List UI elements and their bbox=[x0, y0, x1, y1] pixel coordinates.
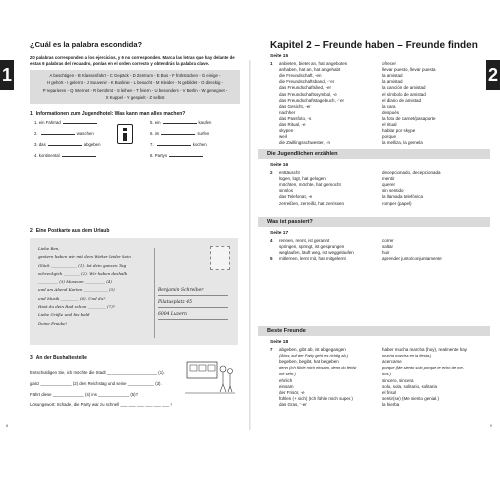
exercise-3-heading bbox=[30, 355, 87, 361]
vocab-german: das Freundschaftstagebuch, -¨er bbox=[279, 97, 345, 103]
answer-blank[interactable] bbox=[41, 131, 75, 135]
item-number: 7. bbox=[150, 142, 154, 147]
word-box bbox=[30, 70, 240, 104]
item-number: 8. bbox=[150, 153, 154, 158]
answer-blank[interactable] bbox=[63, 120, 97, 124]
stamp-box bbox=[210, 246, 230, 270]
word-box-line: H gehört - I gelernt - J Souvenir - K Buslinie - L besucht - M Kleider - N gebildet - O direckig - bbox=[46, 80, 224, 86]
info-icon bbox=[117, 124, 133, 144]
postcard-line: Liebe Ben, bbox=[38, 246, 60, 251]
address-line: 6004 Luzern bbox=[158, 312, 228, 320]
word-box-line: A beschtigen - B Klassenfahrt - C Gepäck - D Zentrum - E Bus - F frühstücken - G einige - bbox=[49, 73, 221, 78]
vocab-number: 7 bbox=[270, 347, 273, 353]
chapter-tab-left: 1 bbox=[0, 60, 14, 90]
postcard-line: Glück _____________ (1). Ist dein ganzen Tag bbox=[38, 262, 127, 268]
postcard-line: und am Abend Karten ____________ (5) bbox=[38, 287, 115, 293]
exercise-item bbox=[150, 120, 211, 131]
exercise-heading-text: Eine Postkarte aus dem Urlaub bbox=[35, 228, 110, 234]
postcard-line: schreckgich ________ (2). Wir haben deshalb bbox=[38, 270, 128, 276]
vocab-german: das Freundschaftslied, -er bbox=[279, 85, 332, 91]
vocab-spanish: la hierba bbox=[382, 401, 400, 407]
vocab-spanish: la foto de carnet/pasaporte bbox=[382, 115, 436, 121]
item-text: kontinental bbox=[38, 153, 60, 158]
vocab-german: abgeben, gibt ab, ist abgegangen bbox=[279, 347, 346, 353]
vocab-spanish: la amistad bbox=[382, 73, 403, 79]
item-text: surfen bbox=[197, 131, 210, 136]
vocab-spanish: el frisol bbox=[382, 389, 397, 395]
vocab-spanish: querer bbox=[382, 182, 396, 188]
vocab-german: die Freundschaftsband, -¨er bbox=[279, 79, 335, 85]
vocab-german: mitlernen, lernt mit, hat mitgelernt bbox=[279, 256, 346, 262]
chapter-tab-right: 2 bbox=[486, 60, 500, 90]
vocab-german: zerreißen, zerreißt, hat zerrissen bbox=[279, 200, 345, 206]
vocab-spanish: hablar por skype bbox=[382, 128, 416, 134]
word-box-line: X Kuppel - Y gespielt - Z selbst bbox=[105, 95, 165, 101]
vocab-spanish: saltar bbox=[382, 244, 394, 250]
exercise-instructions: 20 palabras corresponden a los ejercicios, y 6 no corresponden. Marca las letras que hay delante de estas 6 palabras del recuadro, ponlas en el orden correcto y obtendrás la palabra clave. bbox=[30, 55, 235, 66]
vocab-section-3 bbox=[270, 230, 490, 262]
vocab-german: denn (Ich fühle mich einsam, denn du fehlst bbox=[279, 365, 357, 371]
vocab-spanish: la cara bbox=[382, 103, 396, 109]
postcard-divider bbox=[154, 248, 155, 338]
vocab-section-4 bbox=[270, 339, 490, 408]
address-line: Pilatusplatz 45 bbox=[158, 300, 228, 308]
vocab-spanish: porque (Me siento solo porque te echo de me- bbox=[382, 365, 465, 371]
page-reference: Seite 16 bbox=[270, 163, 289, 168]
postcard-line: Liebe Grüße und bis bald bbox=[38, 312, 90, 318]
exercise-number: 3 bbox=[30, 355, 33, 361]
vocab-spanish: sentir(se) (Me siento genial.) bbox=[382, 395, 440, 401]
exercise-sentence: Fährt diese _____________ (4) ins _____________ (5)? bbox=[30, 392, 138, 397]
exercise-1-heading bbox=[30, 111, 185, 117]
vocab-spanish: el símbolo de amistad bbox=[382, 91, 426, 97]
solution-word-line: Lösungswort: Schade, die Party war zu schnell ___ ___ ___ ___ ___ ___ ! bbox=[30, 402, 172, 407]
exercise-heading-text: An der Bushaltestelle bbox=[35, 355, 87, 361]
bus-stop-illustration bbox=[185, 360, 235, 394]
answer-blank[interactable] bbox=[62, 153, 96, 157]
item-number: 2. bbox=[34, 131, 38, 136]
word-box-line: P reparieren - Q Internet - R berühmt - S leihen - T feiern - U besonders - V Berlin - W genegnet - bbox=[42, 87, 228, 93]
vocab-german: das Gesicht, -er bbox=[279, 103, 311, 109]
vocab-number: 1 bbox=[270, 61, 273, 67]
vocab-german: möchten, möchte, hat gemocht bbox=[279, 182, 341, 188]
item-text: im bbox=[154, 131, 160, 136]
vocab-spanish: aprender junto/conjuntamente bbox=[382, 256, 442, 262]
vocab-spanish: la llamada telefónica bbox=[382, 194, 424, 200]
item-text: das bbox=[38, 142, 46, 147]
page-reference: Seite 17 bbox=[270, 231, 289, 236]
vocab-spanish: la amistad bbox=[382, 79, 403, 85]
vocab-german: die Freundschaft, -en bbox=[279, 73, 322, 79]
vocab-spanish: decepcionado, decepcionada bbox=[382, 170, 441, 176]
exercise-item bbox=[34, 120, 100, 131]
vocab-number bbox=[270, 402, 279, 408]
answer-blank[interactable] bbox=[48, 142, 82, 146]
exercise-item bbox=[34, 142, 100, 153]
vocab-spanish: ofrecer bbox=[382, 61, 397, 67]
answer-blank[interactable] bbox=[157, 142, 191, 146]
exercise-item bbox=[150, 131, 211, 142]
vocab-spanish: el diario de amistad bbox=[382, 97, 422, 103]
vocab-section-2 bbox=[270, 162, 490, 207]
exercise-1-right-column bbox=[150, 120, 211, 164]
vocab-spanish: correr bbox=[382, 238, 394, 244]
vocab-german: die Zwillingsschwester, -n bbox=[279, 140, 331, 146]
vocab-spanish: la melliza, la gemela bbox=[382, 140, 423, 146]
exercise-title: ¿Cuál es la palabra escondida? bbox=[30, 40, 143, 49]
address-line: Benjamin Schreiber bbox=[158, 288, 228, 296]
page-number-right: 9 bbox=[489, 423, 492, 428]
vocab-german: (Wow, auf der Party geht es richtig ab.) bbox=[279, 353, 349, 359]
exercise-item bbox=[150, 153, 211, 164]
answer-blank[interactable] bbox=[163, 120, 197, 124]
vocab-number: 4 bbox=[270, 238, 273, 244]
vocab-german: das Ritual, -e bbox=[279, 122, 306, 128]
exercise-item bbox=[34, 131, 100, 142]
vocab-spanish: sincero, sincera bbox=[382, 377, 414, 383]
exercise-number: 1 bbox=[30, 111, 33, 117]
vocab-german: nachher bbox=[279, 109, 296, 115]
postcard-line: gestern haben wir mit dem Wetter leider kein bbox=[38, 254, 131, 260]
item-text: kaufen bbox=[198, 120, 212, 125]
item-number: 6. bbox=[150, 131, 154, 136]
page-number-left: 8 bbox=[6, 423, 9, 428]
vocab-spanish: la canción de amistad bbox=[382, 85, 426, 91]
postcard-line: Hast du dein Rad schon _________ (7)? bbox=[38, 304, 115, 310]
vocab-row bbox=[270, 256, 490, 262]
vocab-german: das Passfoto, -s bbox=[279, 115, 312, 121]
exercise-item bbox=[34, 153, 100, 164]
vocab-number: 5 bbox=[270, 256, 273, 262]
vocab-spanish: llevar puesto, llevar puesta bbox=[382, 67, 436, 73]
exercise-3-sentences bbox=[30, 367, 180, 400]
exercise-item bbox=[150, 142, 211, 153]
vocab-spanish: nos.) bbox=[382, 371, 391, 377]
page-reference: Seite 15 bbox=[270, 54, 289, 59]
vocab-german: anhaben, hat an, hat angehabt bbox=[279, 67, 341, 73]
item-number: 5. bbox=[150, 120, 154, 125]
chapter-title: Kapitel 2 – Freunde haben – Freunde finden bbox=[270, 40, 478, 51]
vocab-german: weglaufen, läuft weg, ist weggelaufen bbox=[279, 250, 354, 256]
vocab-section-1 bbox=[270, 53, 490, 146]
vocab-spanish: acercarse bbox=[382, 359, 402, 365]
item-text: kochen bbox=[192, 142, 207, 147]
item-text: abgeben bbox=[83, 142, 101, 147]
vocab-german: das Freundschaftssymbol, -e bbox=[279, 91, 337, 97]
vocab-german: einsam bbox=[279, 383, 294, 389]
vocab-german: sinnlos bbox=[279, 188, 294, 194]
exercise-1-left-column bbox=[34, 120, 100, 164]
exercise-number: 2 bbox=[30, 228, 33, 234]
vocab-german: rennen, rennt, ist gerannt bbox=[279, 238, 330, 244]
vocab-german: ehrlich bbox=[279, 377, 293, 383]
item-text: Partys bbox=[154, 153, 167, 158]
item-text: waschen bbox=[76, 131, 94, 136]
section-band: Was ist passiert? bbox=[258, 217, 490, 227]
postcard-line: und Musik _________ (6). Und du? bbox=[38, 295, 106, 301]
vocab-german: das Gras, ¨-er bbox=[279, 401, 307, 407]
item-number: 3. bbox=[34, 142, 38, 147]
vocab-german: enttäuscht bbox=[279, 170, 300, 176]
vocab-spanish: haber mucha marcha (hoy), realmente hay bbox=[382, 347, 468, 353]
answer-blank[interactable] bbox=[169, 153, 203, 157]
item-text: ein bbox=[154, 120, 161, 125]
vocab-german: mir sehr.) bbox=[279, 371, 296, 377]
vocab-german: der Frisör, -e bbox=[279, 389, 305, 395]
item-number: 1. bbox=[34, 120, 38, 125]
vocab-spanish: después bbox=[382, 109, 400, 115]
postcard-line: Deine Frauke! bbox=[38, 320, 68, 326]
vocab-spanish: solo, sola, solitario, solitaria bbox=[382, 383, 438, 389]
exercise-sentence: Entschuldigen Sie, ich möchte die Stadt _____________________ (1). bbox=[30, 370, 165, 375]
vocab-spanish: sin sentido bbox=[382, 188, 404, 194]
answer-blank[interactable] bbox=[161, 131, 195, 135]
vocab-german: skypen bbox=[279, 128, 294, 134]
vocab-german: weil bbox=[279, 134, 287, 140]
vocab-number bbox=[270, 140, 279, 146]
vocab-german: das Telefonat, -e bbox=[279, 194, 313, 200]
exercise-heading-text: Informationen zum Jugendhotel: Was kann man alles machen? bbox=[35, 111, 186, 117]
vocab-german: fühlen (+ sich) (Ich fühle mich super.) bbox=[279, 395, 353, 401]
section-band: Beste Freunde bbox=[258, 326, 490, 336]
vocab-german: anbieten, bietet an, hat angeboten bbox=[279, 61, 348, 67]
item-number: 4. bbox=[34, 153, 38, 158]
vocab-german: springen, springt, ist gesprungen bbox=[279, 244, 345, 250]
vocab-number bbox=[270, 201, 279, 207]
vocab-spanish: porque bbox=[382, 134, 397, 140]
postcard bbox=[30, 238, 238, 345]
page-reference: Seite 18 bbox=[270, 340, 289, 345]
vocab-row bbox=[270, 402, 490, 408]
postcard-message bbox=[38, 245, 150, 328]
vocab-spanish: mentir bbox=[382, 176, 395, 182]
vocab-number: 2 bbox=[270, 170, 273, 176]
vocab-row bbox=[270, 201, 490, 207]
exercise-sentence: ganz _____________ (2) den Reichstag und seine ___________ (3). bbox=[30, 381, 162, 386]
vocab-spanish: mucha marcha en la fiesta.) bbox=[382, 353, 432, 359]
vocab-spanish: el ritual bbox=[382, 122, 397, 128]
vocab-row bbox=[270, 140, 490, 146]
vocab-german: lügen, lügt, hat gelogen bbox=[279, 176, 326, 182]
section-band: Die Jugendlichen erzählen bbox=[258, 149, 490, 159]
vocab-german: begeben, begibt, hat begeben bbox=[279, 359, 339, 365]
exercise-2-heading bbox=[30, 228, 109, 234]
item-text: ein Fahrrad bbox=[38, 120, 61, 125]
vocab-spanish: huir bbox=[382, 250, 390, 256]
postcard-line: __________ (3) Museum __________ (4) bbox=[38, 279, 112, 285]
vocab-spanish: romper (papel) bbox=[382, 200, 412, 206]
